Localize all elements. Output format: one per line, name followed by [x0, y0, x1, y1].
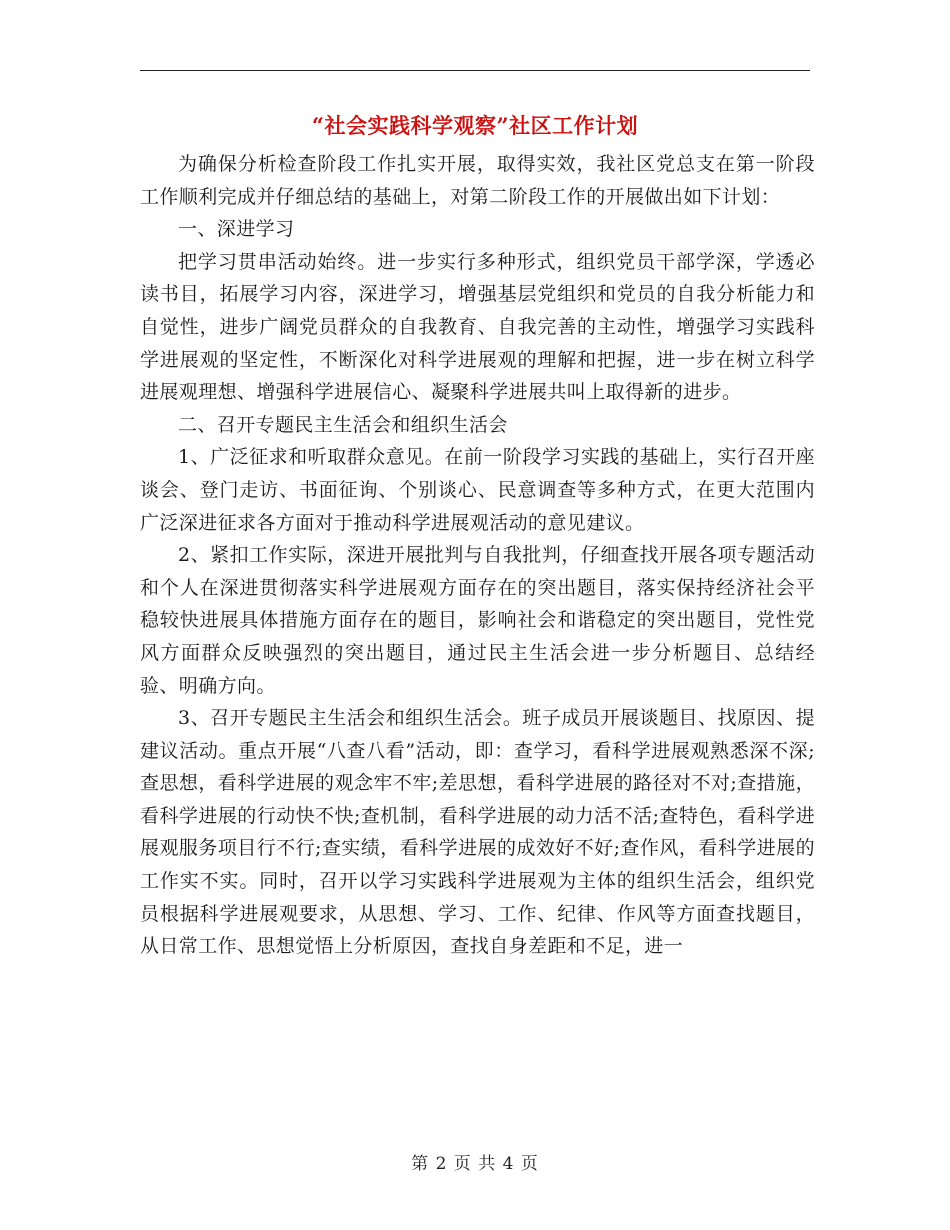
page-number-footer: 第 2 页 共 4 页	[411, 1154, 539, 1174]
section-heading-2: 二、召开专题民主生活会和组织生活会	[178, 413, 508, 436]
paragraph-intro: 为确保分析检查阶段工作扎实开展，取得实效，我社区党总支在第一阶段工作顺利完成并仔细总结的基础上，对第二阶段工作的开展做出如下计划：	[140, 153, 815, 208]
document-body	[140, 148, 815, 963]
paragraph-item-1: 1、广泛征求和听取群众意见。在前一阶段学习实践的基础上，实行召开座谈会、登门走访、书面征询、个别谈心、民意调查等多种方式，在更大范围内广泛深进征求各方面对于推动科学进展观活动的意见建议。	[140, 446, 815, 534]
page-title: “社会实践科学观察”社区工作计划	[311, 113, 639, 138]
section-heading-1: 一、深进学习	[178, 218, 295, 241]
header-rule	[140, 70, 810, 71]
paragraph-item-3: 3、召开专题民主生活会和组织生活会。班子成员开展谈题目、找原因、提建议活动。重点开展“八查八看”活动，即：查学习，看科学进展观熟悉深不深;查思想，看科学进展的观念牢不牢;差思想，看科学进展的路径对不对;查措施，看科学进展的行动快不快;查机制，看科学进展的动力活不活;查特色，看科学进展观服务项目行不行;查实绩，看科学进展的成效好不好;查作风，看科学进展的工作实不实。同时，召开以学习实践科学进展观为主体的组织生活会，组织党员根据科学进展观要求，从思想、学习、工作、纪律、作风等方面查找题目，从日常工作、思想觉悟上分析原因，查找自身差距和不足，进一	[140, 707, 815, 958]
paragraph-item-2: 2、紧扣工作实际，深进开展批判与自我批判，仔细查找开展各项专题活动和个人在深进贯彻落实科学进展观方面存在的突出题目，落实保持经济社会平稳较快进展具体措施方面存在的题目，影响社会和谐稳定的突出题目，党性党风方面群众反映强烈的突出题目，通过民主生活会进一步分析题目、总结经验、明确方向。	[140, 544, 815, 697]
paragraph-study: 把学习贯串活动始终。进一步实行多种形式，组织党员干部学深，学透必读书目，拓展学习内容，深进学习，增强基层党组织和党员的自我分析能力和自觉性，进步广阔党员群众的自我教育、自我完善的主动性，增强学习实践科学进展观的坚定性，不断深化对科学进展观的理解和把握，进一步在树立科学进展观理想、增强科学进展信心、凝聚科学进展共叫上取得新的进步。	[140, 250, 815, 404]
